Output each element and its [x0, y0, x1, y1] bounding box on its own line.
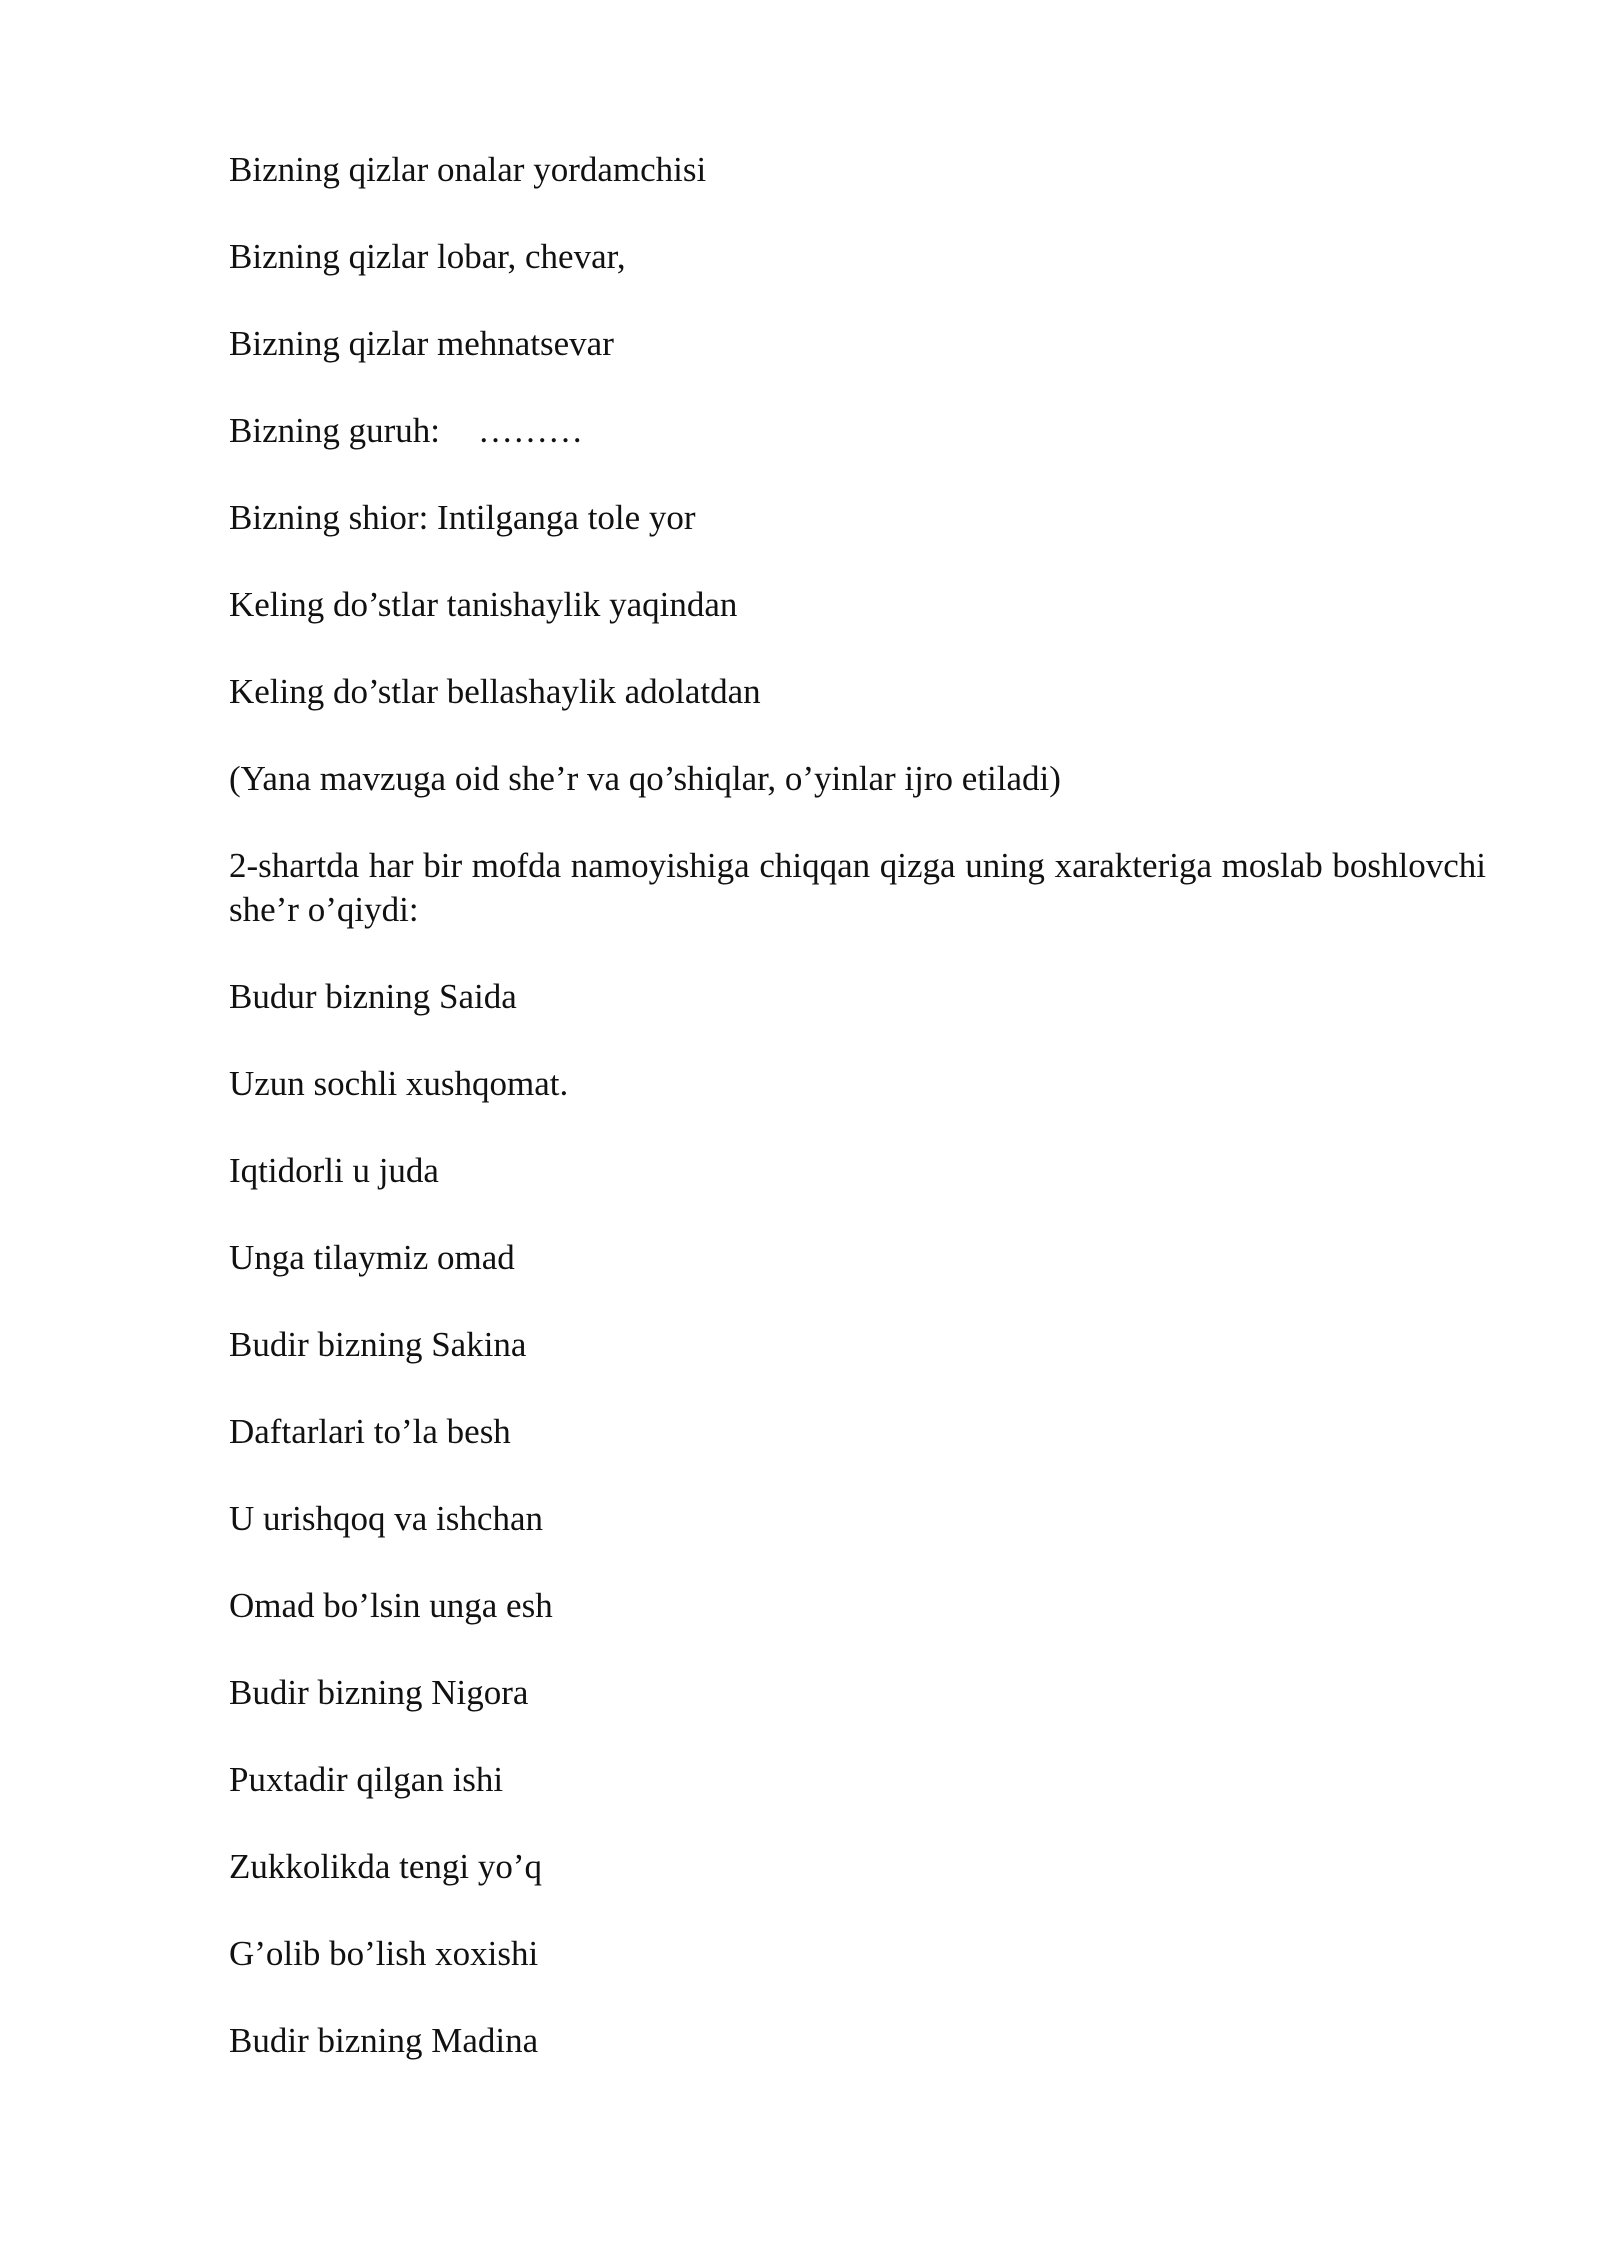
poem-line: Iqtidorli u juda: [229, 1151, 439, 1190]
text-line: Keling do’stlar tanishaylik yaqindan: [229, 585, 738, 624]
poem-line: Omad bo’lsin unga esh: [229, 1586, 553, 1625]
poem-line: G’olib bo’lish xoxishi: [229, 1934, 539, 1973]
poem-line: Budur bizning Saida: [229, 977, 517, 1016]
poem-line: Zukkolikda tengi yo’q: [229, 1847, 543, 1886]
poem-line: Budir bizning Sakina: [229, 1325, 527, 1364]
group-line: [229, 409, 1486, 453]
document-body: [229, 148, 1495, 2106]
text-line: Keling do’stlar bellashaylik adolatdan: [229, 672, 761, 711]
group-label: Bizning guruh:: [229, 411, 440, 450]
poem-line: Puxtadir qilgan ishi: [229, 1760, 504, 1799]
poem-line: Unga tilaymiz omad: [229, 1238, 515, 1277]
poem-line: Budir bizning Madina: [229, 2021, 539, 2060]
poem-line: Daftarlari to’la besh: [229, 1412, 511, 1451]
poem-line: Budir bizning Nigora: [229, 1673, 529, 1712]
instruction-paragraph: 2-shartda har bir mofda namoyishiga chiqqan qizga uning xarakteriga moslab boshlovchi she’r o’qiydi:: [229, 846, 1495, 929]
group-value: ………: [477, 411, 583, 450]
text-line: Bizning qizlar onalar yordamchisi: [229, 150, 707, 189]
text-line: Bizning qizlar lobar, chevar,: [229, 237, 626, 276]
poem-line: Uzun sochli xushqomat.: [229, 1064, 569, 1103]
poem-line: U urishqoq va ishchan: [229, 1499, 543, 1538]
text-line: Bizning qizlar mehnatsevar: [229, 324, 614, 363]
text-line: (Yana mavzuga oid she’r va qo’shiqlar, o’yinlar ijro etiladi): [229, 759, 1061, 798]
text-line: Bizning shior: Intilganga tole yor: [229, 498, 696, 537]
